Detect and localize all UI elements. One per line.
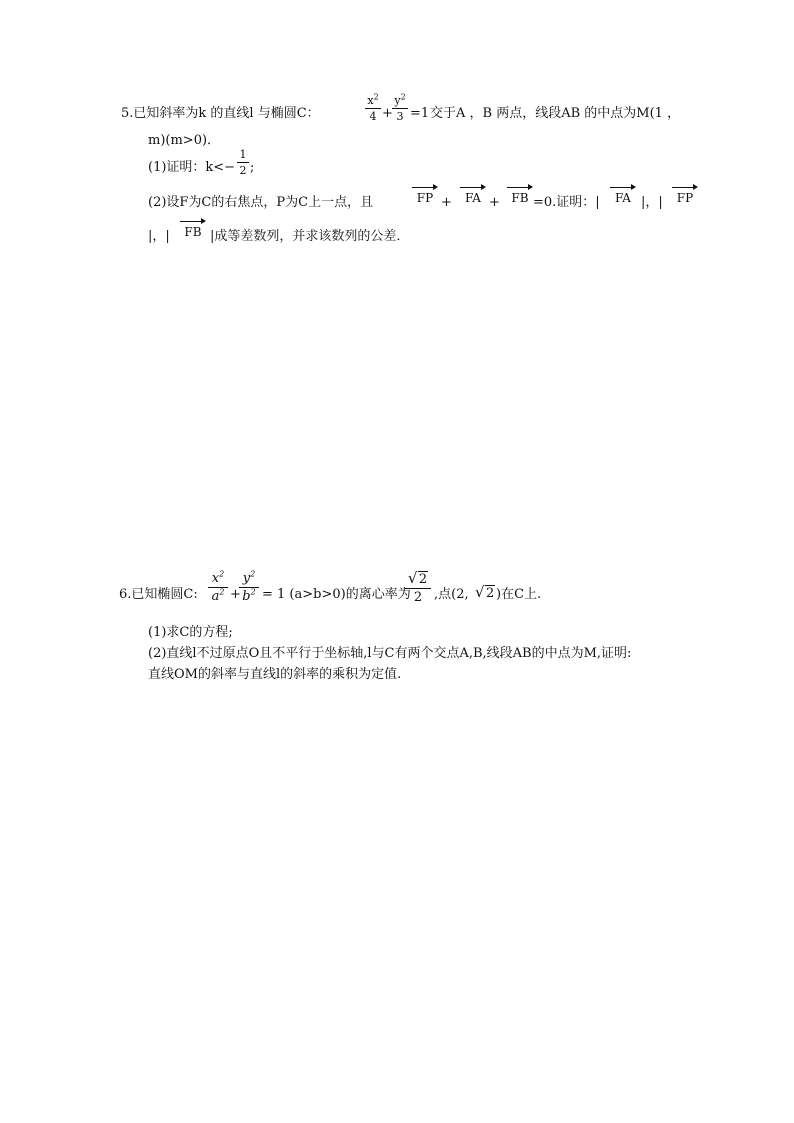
part-1-fraction: 1 2: [237, 149, 249, 176]
eccentricity-fraction: √ 2 2: [405, 571, 431, 604]
vector-FA: FA: [460, 184, 486, 204]
vector-FB-abs: FB: [180, 218, 206, 238]
plus-sign: +: [441, 195, 452, 210]
equation-rest: = 1 (a>b>0)的离心率为: [262, 587, 411, 602]
plus-sign: +: [382, 106, 393, 121]
vector-FP-abs: FP: [672, 184, 698, 204]
problem-5-stem-prefix: 5.已知斜率为k 的直线l 与椭圆C：: [121, 106, 320, 121]
problem-6-part-1: (1)求C的方程;: [148, 625, 233, 640]
vector-FP: FP: [412, 184, 438, 204]
separator-bar: |，|: [641, 195, 663, 210]
point-prefix: ,点(2,: [434, 587, 469, 602]
line3-suffix: |成等差数列，并求该数列的公差．: [210, 229, 410, 244]
part-2-zero: =0.证明：|: [533, 195, 600, 210]
equals-one: =1: [410, 106, 430, 121]
line3-prefix: |，|: [148, 229, 170, 244]
ellipse-y-over-b: $y^2$ $b^2$: [239, 572, 259, 603]
plus-sign: +: [489, 195, 500, 210]
problem-6-part-2-line1: (2)直线l不过原点O且不平行于坐标轴,l与C有两个交点A,B,线段AB的中点为M,证明:: [148, 646, 632, 661]
point-sqrt: √ 2: [475, 583, 495, 601]
ellipse-y-term: $y^2$ 3: [392, 95, 408, 122]
part-2-prefix: (2)设F为C的右焦点，P为C上一点，且: [148, 195, 374, 210]
problem-6-stem-prefix: 6.已知椭圆C:: [119, 587, 198, 602]
problem-5-stem-line2: m)(m>0)．: [148, 133, 221, 148]
ellipse-x-over-a: $x^2$ $a^2$: [208, 572, 228, 603]
vector-FA-abs: FA: [610, 184, 636, 204]
plus-sign: +: [230, 587, 241, 602]
problem-5-stem-suffix: 交于A ，B 两点，线段AB 的中点为M(1 ，: [430, 106, 681, 121]
point-suffix: )在C上.: [496, 587, 542, 602]
ellipse-x-term: $x^2$ 4: [365, 95, 381, 122]
part-1-prefix: (1)证明：k<−: [148, 160, 236, 175]
part-1-suffix: ;: [250, 160, 255, 175]
problem-6-part-2-line2: 直线OM的斜率与直线l的斜率的乘积为定值.: [148, 667, 402, 682]
vector-FB: FB: [507, 184, 533, 204]
